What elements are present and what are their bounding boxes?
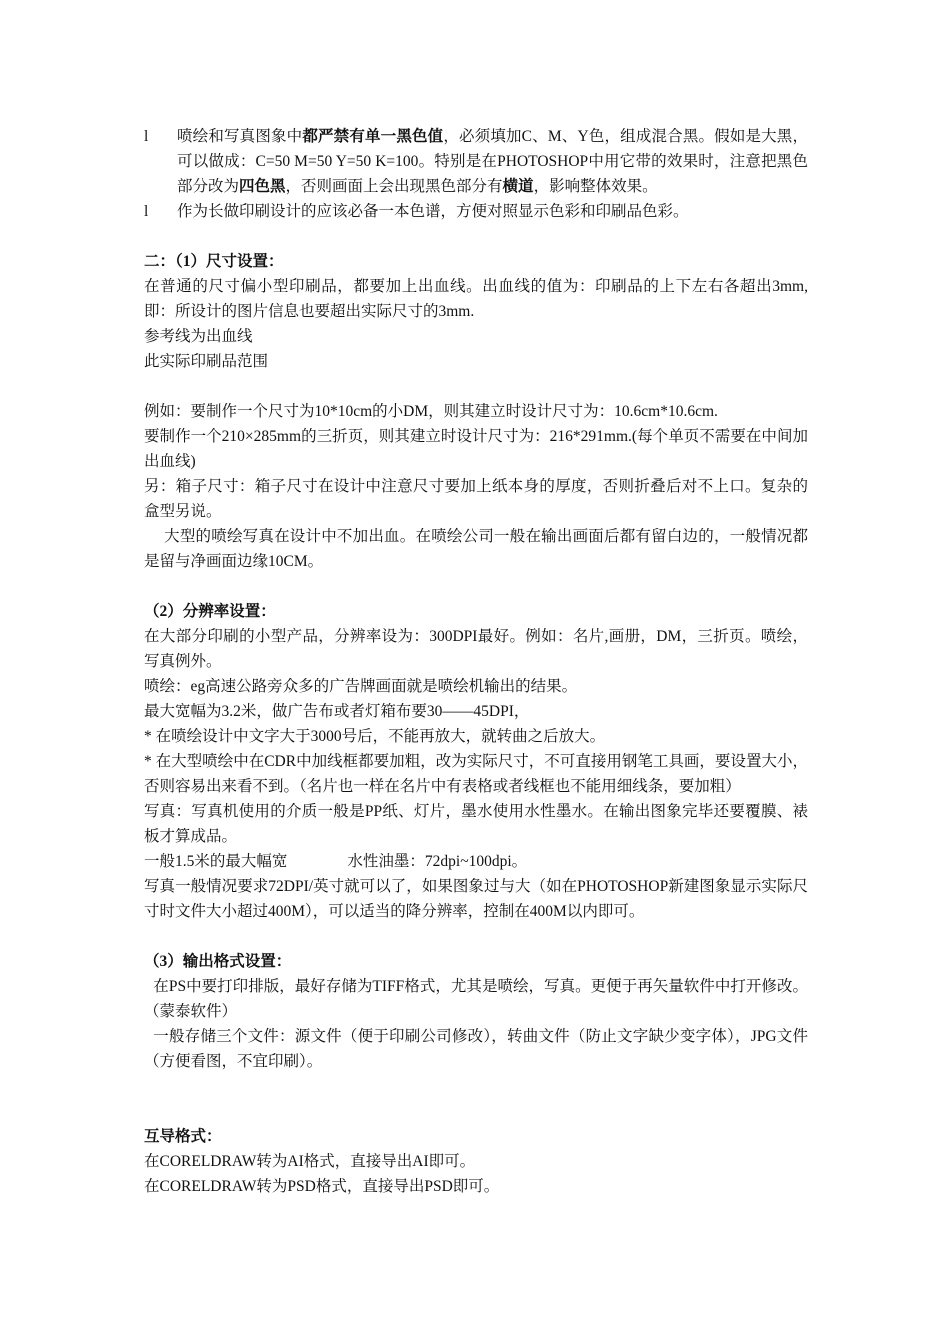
section-heading-export-format: 互导格式：	[144, 1128, 222, 1145]
paragraph: 例如：要制作一个尺寸为10*10cm的小DM，则其建立时设计尺寸为：10.6cm*10.6cm.	[144, 403, 718, 420]
section-heading-resolution: （2）分辨率设置：	[144, 603, 276, 620]
paragraph: 在大部分印刷的小型产品，分辨率设为：300DPI最好。例如：名片,画册，DM，三折页。喷绘，写真例外。	[144, 628, 808, 670]
paragraph: 参考线为出血线	[144, 328, 253, 345]
paragraph: 喷绘：eg高速公路旁众多的广告牌画面就是喷绘机输出的结果。	[144, 678, 578, 695]
paragraph: 写真一般情况要求72DPI/英寸就可以了，如果图象过与大（如在PHOTOSHOP新建图象显示实际尺寸时文件大小超过400M），可以适当的降分辨率，控制在400M以内即可。	[144, 878, 808, 920]
section-heading-size: 二：（1）尺寸设置：	[144, 253, 284, 270]
paragraph: 在CORELDRAW转为PSD格式，直接导出PSD即可。	[144, 1178, 500, 1195]
bullet-text: 喷绘和写真图象中都严禁有单一黑色值，必须填加C、M、Y色，组成混合黑。假如是大黑，可以做成：C=50 M=50 Y=50 K=100。特别是在PHOTOSHOP中用它带的效果时，注意把黑色部分改为四色黑，否则画面上会出现黑色部分有横道，影响整体效果。	[177, 128, 808, 195]
paragraph: 要制作一个210×285mm的三折页，则其建立时设计尺寸为：216*291mm.(每个单页不需要在中间加出血线)	[144, 428, 808, 470]
bullet-marker: l	[144, 128, 149, 145]
paragraph: 另：箱子尺寸：箱子尺寸在设计中注意尺寸要加上纸本身的厚度，否则折叠后对不上口。复杂的盒型另说。	[144, 478, 808, 520]
paragraph: 大型的喷绘写真在设计中不加出血。在喷绘公司一般在输出画面后都有留白边的，一般情况都是留与净画面边缘10CM。	[144, 528, 808, 570]
paragraph: 一般存储三个文件：源文件（便于印刷公司修改），转曲文件（防止文字缺少变字体），JPG文件（方便看图，不宜印刷）。	[144, 1028, 808, 1070]
paragraph: 在PS中要打印排版，最好存储为TIFF格式，尤其是喷绘，写真。更便于再矢量软件中打开修改。（蒙泰软件）	[144, 978, 808, 1020]
paragraph: 此实际印刷品范围	[144, 353, 269, 370]
bullet-marker: l	[144, 203, 149, 220]
bullet-item-black-value	[144, 124, 808, 199]
paragraph: * 在喷绘设计中文字大于3000号后，不能再放大，就转曲之后放大。	[144, 728, 606, 745]
bullet-text: 作为长做印刷设计的应该必备一本色谱，方便对照显示色彩和印刷品色彩。	[177, 203, 689, 220]
paragraph: 在CORELDRAW转为AI格式，直接导出AI即可。	[144, 1153, 476, 1170]
paragraph: * 在大型喷绘中在CDR中加线框都要加粗，改为实际尺寸，不可直接用钢笔工具画，要设置大小，否则容易出来看不到。（名片也一样在名片中有表格或者线框也不能用细线条，要加粗）	[144, 753, 808, 795]
section-heading-output-format: （3）输出格式设置：	[144, 953, 292, 970]
paragraph: 写真：写真机使用的介质一般是PP纸、灯片，墨水使用水性墨水。在输出图象完毕还要覆膜、裱板才算成品。	[144, 803, 808, 845]
bullet-item-color-chart	[144, 199, 808, 224]
paragraph: 在普通的尺寸偏小型印刷品，都要加上出血线。出血线的值为：印刷品的上下左右各超出3mm, 即：所设计的图片信息也要超出实际尺寸的3mm.	[144, 278, 808, 320]
paragraph: 一般1.5米的最大幅宽 水性油墨：72dpi~100dpi。	[144, 853, 528, 870]
paragraph: 最大宽幅为3.2米，做广告布或者灯箱布要30——45DPI，	[144, 703, 530, 720]
document-body	[144, 124, 808, 1199]
